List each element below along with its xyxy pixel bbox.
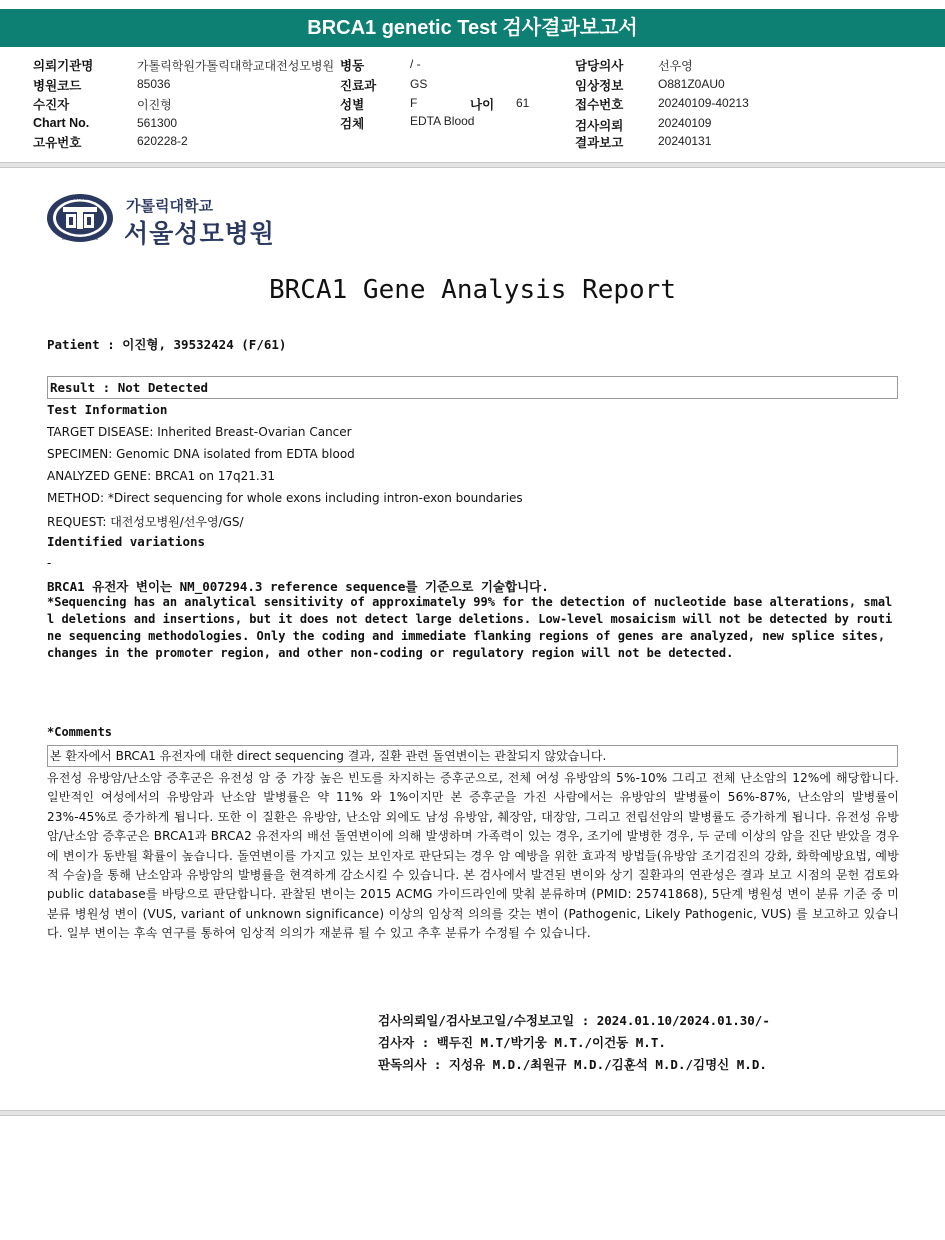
chart-no-value: 561300 [137,116,178,130]
doctor-label: 담당의사 [575,59,624,73]
comment-summary: 본 환자에서 BRCA1 유전자에 대한 direct sequencing 결과, 질환 관련 돌연변이는 관찰되지 않았습니다. [50,749,607,763]
footer-divider [0,1110,945,1116]
report-header-title: BRCA1 genetic Test 검사결과보고서 [0,9,945,47]
department-value: GS [410,77,428,91]
ward-value: / - [410,57,421,71]
report-date-label: 결과보고 [575,136,624,150]
recipient-label: 수진자 [33,98,70,112]
institution-label: 의뢰기관명 [33,59,94,73]
hospital-code-label: 병원코드 [33,79,82,93]
hospital-logo [46,193,114,247]
report-date-value: 20240131 [658,134,712,148]
physicians-line: 판독의사 : 지성유 M.D./최원규 M.D./김훈석 M.D./김명신 M.D. [378,1057,767,1072]
request-line: REQUEST: 대전성모병원/선우영/GS/ [47,515,244,529]
recipient-value: 이진형 [137,98,172,112]
reference-note: BRCA1 유전자 변이는 NM_007294.3 reference sequence를 기준으로 기술합니다. [47,579,549,594]
result-text: Result : Not Detected [50,380,209,395]
clinical-info-value: O881Z0AU0 [658,77,725,91]
comment-body: 유전성 유방암/난소암 증후군은 유전성 암 중 가장 높은 빈도를 차지하는 증후군으로, 전체 여성 유방암의 5%-10% 그리고 전체 난소암의 12%에 해당합니다. 일반적인 여성에서의 유방암과 난소암 발병률은 약 11% 와 1%이지만 본 증후군을 가진 사람에서는 유방암의 발병률이 56%-87%, 난소암의 발병률이 23%-45%로 증가하게 됩니다. 또한 이 질환은 유방암, 난소암 외에도 남성 유방암, 췌장암, 대장암, 그리고 전립선암의 발병률도 증가하게 됩니다. 유전성 유방암/난소암 증후군은 BRCA1과 BRCA2 유전자의 배선 돌연변이에 의해 발생하며 가족력이 있는 경우, 조기에 발병한 경우, 두 군데 이상의 암을 진단 받았을 경우에 변이가 동반될 확률이 높습니다. 돌연변이를 가지고 있는 보인자로 판단되는 경우 암 예방을 위한 효과적 방법들(유방암 조기검진의 강화, 화학예방요법, 예방적 수술)을 통해 난소암과 유방암의 발병률을 현격하게 감소시킬 수 있습니다. 본 검사에서 발견된 변이와 상기 질환과의 연관성은 결과 보고 시점의 문헌 검토와 public database를 바탕으로 판단합니다. 관찰된 변이는 2015 ACMG 가이드라인에 맞춰 분류하며 (PMID: 25741868), 5단계 병원성 변이 분류 기준 중 미분류 병원성 변이 (VUS, variant of unknown significance) 이상의 임상적 의의를 갖는 변이 (Pathogenic, Likely Pathogenic, VUS) 를 보고하고 있습니다. 일부 변이는 후속 연구를 통하여 임상적 의의가 재분류 될 수 있고 추후 분류가 수정될 수 있습니다. [47,771,899,941]
analyzed-gene-line: ANALYZED GENE: BRCA1 on 17q21.31 [47,469,275,483]
comment-summary-box [47,745,898,767]
sex-label: 성별 [340,98,365,112]
seal-icon [46,193,114,243]
unique-no-value: 620228-2 [137,134,188,148]
institution-value: 가톨릭학원가톨릭대학교대전성모병원 [137,59,335,73]
report-title: BRCA1 Gene Analysis Report [269,275,676,305]
request-date-value: 20240109 [658,116,712,130]
test-info-heading: Test Information [47,402,168,417]
age-label: 나이 [470,98,495,112]
hospital-code-value: 85036 [137,77,171,91]
receipt-no-label: 접수번호 [575,98,624,112]
age-value: 61 [516,96,530,110]
logo-university-name: 가톨릭대학교 [126,198,213,215]
target-disease-line: TARGET DISEASE: Inherited Breast-Ovarian Cancer [47,425,352,439]
unique-no-label: 고유번호 [33,136,82,150]
report-dates-line: 검사의뢰일/검사보고일/수정보고일 : 2024.01.10/2024.01.30/- [378,1013,770,1028]
patient-line: Patient : 이진형, 39532424 (F/61) [47,337,287,352]
chart-no-label: Chart No. [33,116,90,130]
comments-heading: *Comments [47,725,113,739]
specimen-value: EDTA Blood [410,114,475,128]
seal-top-text: CATHOLIC [69,196,91,201]
department-label: 진료과 [340,79,377,93]
identified-variations-heading: Identified variations [47,534,206,549]
logo-hospital-name: 서울성모병원 [124,220,275,248]
sensitivity-note: *Sequencing has an analytical sensitivity of approximately 99% for the detection of nucleotide base alterations, small deletions and insertions, but it does not detect large deletions. Low-level mosaicism will not be detected by routine sequencing methodologies. Only the coding and immediate flanking regions of genes are analyzed, new splice sites, changes in the promoter region, and other non-coding or regulatory region will not be detected. [47,595,893,660]
specimen-label: 검체 [340,117,365,131]
ward-label: 병동 [340,59,365,73]
seal-bottom-text: UNIVERSITY OF KOREA [61,237,99,241]
header-divider [0,162,945,168]
receipt-no-value: 20240109-40213 [658,96,749,110]
specimen-line: SPECIMEN: Genomic DNA isolated from EDTA blood [47,447,355,461]
clinical-info-label: 임상정보 [575,79,624,93]
result-box [47,376,898,399]
method-line: METHOD: *Direct sequencing for whole exons including intron-exon boundaries [47,491,523,505]
request-date-label: 검사의뢰 [575,119,624,133]
doctor-value: 선우영 [658,59,693,73]
technicians-line: 검사자 : 백두진 M.T/박기웅 M.T./이건동 M.T. [378,1035,666,1050]
identified-variations-value: - [47,556,52,570]
sex-value: F [410,96,418,110]
